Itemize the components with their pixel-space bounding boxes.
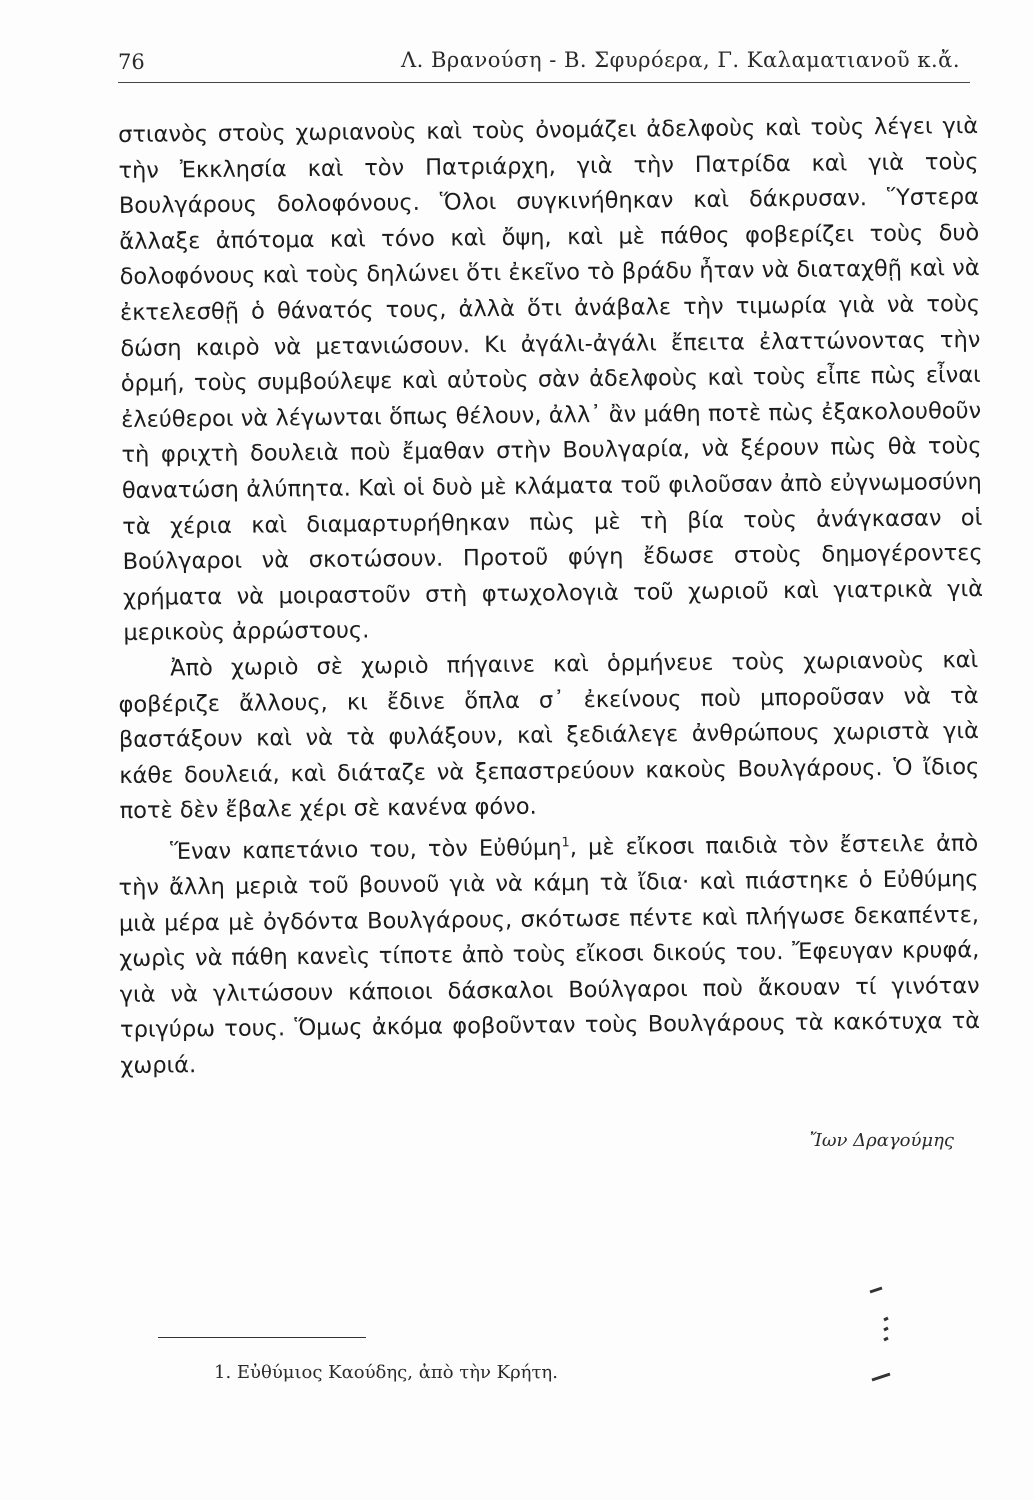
paragraph-3-rest: , μὲ εἴκοσι παιδιὰ τὸν ἔστειλε ἀπὸ τὴν ἄλλη μεριὰ τοῦ βουνοῦ γιὰ νὰ κάμη τὰ ἴδια· καὶ πιάστηκε ὁ Εὐθύμης μιὰ μέρα μὲ ὀγδόντα Βουλγάρους, σκότωσε πέντε καὶ πλήγωσε δεκαπέντε, χωρὶς νὰ πάθη κανεὶς τίποτε ἀπὸ τοὺς εἴκοσι δικούς του. Ἔφευγαν κρυφά, γιὰ νὰ γλιτώσουν κάποιοι δάσκαλοι Βούλγαροι ποὺ ἄκουαν τί γινόταν τριγύρω τους. Ὅμως ἀκόμα φοβοῦνταν τοὺς Βουλγάρους τὰ κακότυχα τὰ χωριά. bbox=[118, 830, 981, 1079]
footnote-divider bbox=[158, 1337, 366, 1338]
mark-2 bbox=[884, 1318, 888, 1340]
page-number: 76 bbox=[118, 50, 145, 74]
mark-1 bbox=[870, 1288, 882, 1292]
author-attribution: Ἴων Δραγούμης bbox=[809, 1130, 954, 1151]
running-title: Λ. Βρανούση - Β. Σφυρόερα, Γ. Καλαματιανοῦ κ.ἄ. bbox=[400, 48, 960, 72]
footnote-number: 1. bbox=[214, 1362, 232, 1383]
mark-3 bbox=[872, 1374, 890, 1380]
footnote-text: Εὐθύμιος Καούδης, ἀπὸ τὴν Κρήτη. bbox=[236, 1362, 558, 1383]
footnote-ref: 1 bbox=[561, 835, 570, 851]
paragraph-2: Ἀπὸ χωριὸ σὲ χωριὸ πήγαινε καὶ ὁρμήνευε τοὺς χωριανοὺς καὶ φοβέριζε ἄλλους, κι ἔδινε ὅπλα σ᾽ ἐκείνους ποὺ μποροῦσαν νὰ τὰ βαστάξουν καὶ νὰ τὰ φυλάξουν, καὶ ξεδιάλεγε ἀνθρώπους χωριστὰ γιὰ κάθε δουλειά, καὶ διάταζε νὰ ξεπαστρεύουν κακοὺς Βουλγάρους. Ὁ ἴδιος ποτὲ δὲν ἔβαλε χέρι σὲ κανένα φόνο. bbox=[118, 646, 980, 825]
margin-marks bbox=[860, 1282, 910, 1392]
main-text bbox=[118, 112, 984, 1085]
page-header bbox=[118, 42, 970, 83]
paragraph-1: στιανὸς στοὺς χωριανοὺς καὶ τοὺς ὀνομάζει ἀδελφοὺς καὶ τοὺς λέγει γιὰ τὴν Ἐκκλησία καὶ τὸν Πατριάρχη, γιὰ τὴν Πατρίδα καὶ γιὰ τοὺς Βουλγάρους δολοφόνους. Ὅλοι συγκινήθηκαν καὶ δάκρυσαν. Ὕστερα ἄλλαξε ἀπότομα καὶ τόνο καὶ ὄψη, καὶ μὲ πάθος φοβερίζει τοὺς δυὸ δολοφόνους καὶ τοὺς δηλώνει ὅτι ἐκεῖνο τὸ βράδυ ἦταν νὰ διαταχθῇ καὶ νὰ ἐκτελεσθῇ ὁ θάνατός τους, ἀλλὰ ὅτι ἀνάβαλε τὴν τιμωρία γιὰ νὰ τοὺς δώση καιρὸ νὰ μετανιώσουν. Κι ἀγάλι-ἀγάλι ἔπειτα ἐλαττώνοντας τὴν ὁρμή, τοὺς συμβούλεψε καὶ αὐτοὺς σὰν ἀδελφοὺς καὶ τοὺς εἶπε πὼς εἶναι ἐλεύθεροι νὰ λέγωνται ὅπως θέλουν, ἀλλ᾽ ἂν μάθη ποτὲ πὼς ἐξακολουθοῦν τὴ φριχτὴ δουλειὰ ποὺ ἔμαθαν στὴν Βουλγαρία, νὰ ξέρουν πὼς θὰ τοὺς θανατώση ἀλύπητα. Καὶ οἱ δυὸ μὲ κλάματα τοῦ φιλοῦσαν ἀπὸ εὐγνωμοσύνη τὰ χέρια καὶ διαμαρτυρήθηκαν πὼς μὲ τὴ βία τοὺς ἀνάγκασαν οἱ Βούλγαροι νὰ σκοτώσουν. Προτοῦ φύγη ἔδωσε στοὺς δημογέροντες χρήματα νὰ μοιραστοῦν στὴ φτωχολογιὰ τοῦ χωριοῦ καὶ γιατρικὰ γιὰ μερικοὺς ἀρρώστους. bbox=[118, 112, 984, 647]
footnote bbox=[214, 1362, 558, 1383]
paragraph-3-start: Ἕναν καπετάνιο του, τὸν Εὐθύμη bbox=[170, 834, 562, 865]
paragraph-3 bbox=[118, 821, 981, 1085]
